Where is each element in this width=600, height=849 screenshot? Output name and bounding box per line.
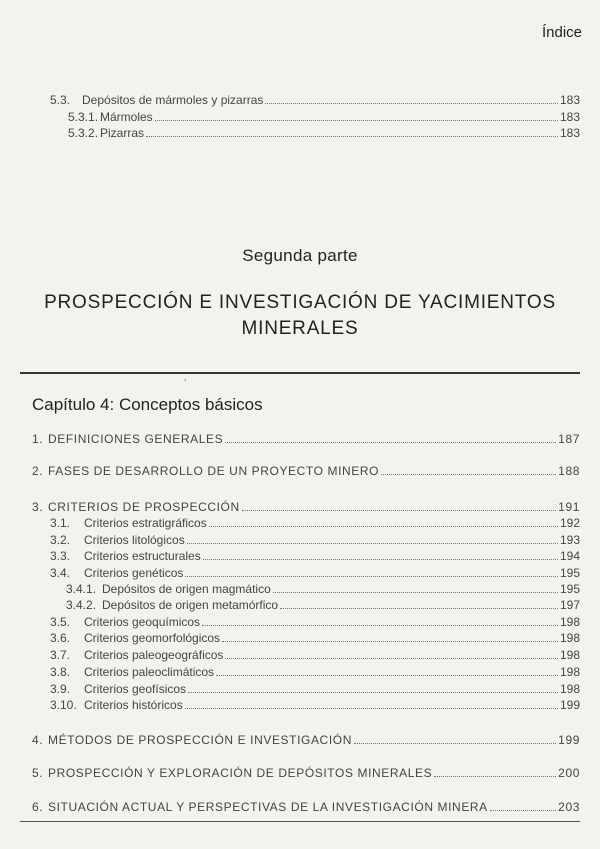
toc-entry-number: 5.3.2. <box>68 126 99 140</box>
dot-leader <box>146 136 558 137</box>
toc-entry-3-4-1 <box>66 582 580 596</box>
toc-entry-number: 3.2. <box>50 533 71 547</box>
toc-entry-title: Criterios geomorfológicos <box>84 631 221 645</box>
toc-entry-page: 197 <box>559 598 580 612</box>
toc-entry-title: Criterios geofísicos <box>84 682 187 696</box>
toc-entry-number: 4. <box>32 733 44 747</box>
toc-entry-3-5 <box>50 615 580 629</box>
dot-leader <box>185 576 558 577</box>
toc-entry-title: Criterios genéticos <box>84 566 184 580</box>
toc-entry-3-1 <box>50 516 580 530</box>
running-head: Índice <box>541 24 582 41</box>
toc-entry-title: MÉTODOS DE PROSPECCIÓN E INVESTIGACIÓN <box>48 733 352 747</box>
dot-leader <box>216 675 558 676</box>
toc-entry-number: 5.3. <box>50 93 71 107</box>
toc-entry-number: 5. <box>32 766 44 780</box>
toc-entry-title: PROSPECCIÓN Y EXPLORACIÓN DE DEPÓSITOS MINERALES <box>48 766 433 780</box>
toc-entry-title: Depósitos de origen magmático <box>102 582 271 596</box>
dot-leader <box>209 526 558 527</box>
toc-entry-page: 200 <box>558 766 580 780</box>
toc-entry-number: 3.4.1. <box>66 582 97 596</box>
toc-entry-page: 183 <box>559 126 580 140</box>
dot-leader <box>225 658 558 659</box>
toc-entry-4 <box>32 733 580 747</box>
toc-entry-5-3 <box>50 93 580 107</box>
toc-entry-3-7 <box>50 648 580 662</box>
toc-entry-title: Mármoles <box>100 110 153 124</box>
part-label: Segunda parte <box>242 246 358 265</box>
toc-entry-page: 199 <box>559 698 580 712</box>
toc-entry-page: 199 <box>558 733 580 747</box>
toc-entry-3-6 <box>50 631 580 645</box>
toc-entry-number: 5.3.1. <box>68 110 99 124</box>
toc-entry-title: FASES DE DESARROLLO DE UN PROYECTO MINERO <box>48 464 380 478</box>
dot-leader <box>265 103 558 104</box>
dot-leader <box>222 641 558 642</box>
toc-entry-page: 195 <box>559 566 580 580</box>
toc-entry-3-3 <box>50 549 580 563</box>
toc-entry-page: 198 <box>559 615 580 629</box>
toc-entry-title: Pizarras <box>100 126 145 140</box>
toc-entry-number: 3.4. <box>50 566 71 580</box>
toc-entry-3-9 <box>50 682 580 696</box>
part-title: PROSPECCIÓN E INVESTIGACIÓN DE YACIMIENTOS MINERALES <box>44 292 556 339</box>
dot-leader <box>225 442 556 443</box>
toc-entry-number: 3.10. <box>50 698 77 712</box>
toc-entry-3-4 <box>50 566 580 580</box>
toc-entry-page: 187 <box>558 432 580 446</box>
toc-entry-page: 183 <box>559 93 580 107</box>
toc-entry-number: 3.4.2. <box>66 598 97 612</box>
chapter-title: Capítulo 4: Conceptos básicos <box>32 395 263 414</box>
dot-leader <box>490 810 556 811</box>
dot-leader <box>434 776 556 777</box>
toc-entry-title: Criterios geoquímicos <box>84 615 201 629</box>
toc-entry-number: 3.1. <box>50 516 71 530</box>
toc-entry-page: 198 <box>559 682 580 696</box>
toc-entry-number: 3.3. <box>50 549 71 563</box>
toc-entry-page: 183 <box>559 110 580 124</box>
toc-entry-number: 3. <box>32 500 44 514</box>
bottom-divider <box>20 821 580 822</box>
toc-entry-page: 195 <box>559 582 580 596</box>
toc-entry-number: 3.9. <box>50 682 71 696</box>
dot-leader <box>354 743 556 744</box>
toc-entry-title: Criterios históricos <box>84 698 183 712</box>
toc-entry-title: Criterios litológicos <box>84 533 185 547</box>
toc-entry-5-3-1 <box>68 110 580 124</box>
toc-entry-page: 194 <box>559 549 580 563</box>
toc-entry-title: SITUACIÓN ACTUAL Y PERSPECTIVAS DE LA INVESTIGACIÓN MINERA <box>48 800 488 814</box>
toc-entry-page: 191 <box>558 500 580 514</box>
dot-leader <box>242 510 556 511</box>
toc-entry-page: 198 <box>559 665 580 679</box>
toc-entry-1 <box>32 432 580 446</box>
dot-leader <box>203 559 558 560</box>
page-speck: ’ <box>184 378 187 389</box>
toc-entry-title: Criterios paleoclimáticos <box>84 665 215 679</box>
toc-entry-title: CRITERIOS DE PROSPECCIÓN <box>48 500 240 514</box>
toc-entry-number: 3.5. <box>50 615 71 629</box>
toc-entry-2 <box>32 464 580 478</box>
toc-entry-title: Criterios estructurales <box>84 549 201 563</box>
toc-entry-page: 188 <box>558 464 580 478</box>
toc-entry-number: 3.7. <box>50 648 71 662</box>
section-divider <box>20 372 580 374</box>
toc-entry-number: 3.8. <box>50 665 71 679</box>
dot-leader <box>381 474 556 475</box>
dot-leader <box>155 120 558 121</box>
toc-entry-number: 6. <box>32 800 44 814</box>
dot-leader <box>280 608 558 609</box>
toc-entry-3-2 <box>50 533 580 547</box>
toc-entry-number: 3.6. <box>50 631 71 645</box>
toc-entry-title: Depósitos de origen metamórfico <box>102 598 279 612</box>
toc-entry-page: 198 <box>559 631 580 645</box>
dot-leader <box>185 708 558 709</box>
toc-entry-number: 2. <box>32 464 44 478</box>
toc-entry-page: 192 <box>559 516 580 530</box>
toc-entry-3-8 <box>50 665 580 679</box>
toc-entry-number: 1. <box>32 432 44 446</box>
toc-entry-title: Criterios estratigráficos <box>84 516 207 530</box>
toc-entry-5-3-2 <box>68 126 580 140</box>
toc-entry-page: 198 <box>559 648 580 662</box>
toc-entry-title: Criterios paleogeográficos <box>84 648 224 662</box>
dot-leader <box>187 543 558 544</box>
toc-entry-3 <box>32 500 580 514</box>
toc-entry-page: 203 <box>558 800 580 814</box>
toc-entry-3-4-2 <box>66 598 580 612</box>
dot-leader <box>273 592 558 593</box>
toc-entry-page: 193 <box>559 533 580 547</box>
dot-leader <box>202 625 558 626</box>
toc-entry-5 <box>32 766 580 780</box>
toc-entry-title: Depósitos de mármoles y pizarras <box>82 93 264 107</box>
dot-leader <box>188 692 558 693</box>
toc-entry-title: DEFINICIONES GENERALES <box>48 432 224 446</box>
toc-entry-3-10 <box>50 698 580 712</box>
toc-entry-6 <box>32 800 580 814</box>
